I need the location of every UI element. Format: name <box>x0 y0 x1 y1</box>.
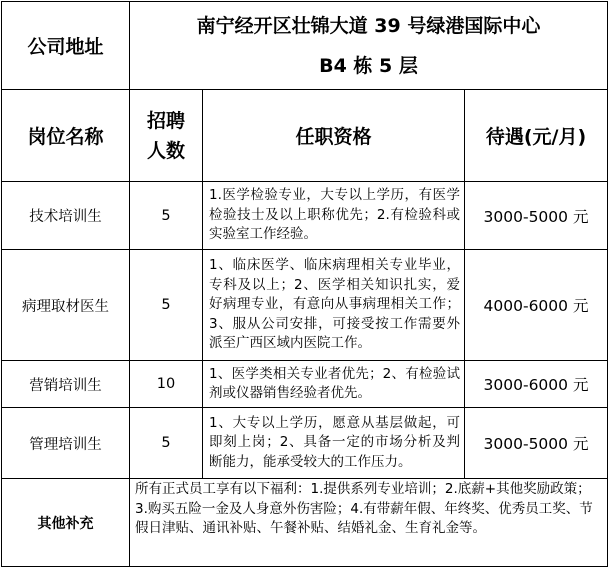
table-row <box>2 250 608 361</box>
salary-value: 3000-6000 元 <box>465 361 608 408</box>
salary-value: 3000-5000 元 <box>465 408 608 479</box>
requirements-text: 1、临床医学、临床病理相关专业毕业，专科及以上；2、医学相关知识扎实，爱好病理专业，有意向从事病理相关工作；3、服从公司安排，可接受按工作需要外派至广西区域内医院工作。 <box>203 250 465 361</box>
extra-text: 所有正式员工享有以下福利：1.提供系列专业培训；2.底薪+其他奖励政策；3.购买五险一金及人身意外伤害险；4.有带薪年假、年终奖、优秀员工奖、节假日津贴、通讯补贴、午餐补贴、结婚礼金、生育礼金等。 <box>130 479 608 567</box>
requirements-text: 1、大专以上学历，愿意从基层做起，可即刻上岗；2、具备一定的市场分析及判断能力，能承受较大的工作压力。 <box>203 408 465 479</box>
header-headcount <box>130 90 203 182</box>
extra-label: 其他补充 <box>2 479 130 567</box>
salary-value: 4000-6000 元 <box>465 250 608 361</box>
header-headcount-line-2: 人数 <box>146 139 185 162</box>
recruitment-table <box>1 1 608 567</box>
header-position: 岗位名称 <box>2 90 130 182</box>
salary-value: 3000-5000 元 <box>465 182 608 250</box>
extra-row <box>2 479 608 567</box>
address-label: 公司地址 <box>2 2 130 90</box>
headcount-value: 5 <box>130 408 203 479</box>
address-row <box>2 2 608 90</box>
headcount-value: 5 <box>130 250 203 361</box>
address-line-1: 南宁经开区壮锦大道 39 号绿港国际中心 <box>196 14 541 37</box>
header-requirements: 任职资格 <box>203 90 465 182</box>
header-salary: 待遇(元/月) <box>465 90 608 182</box>
requirements-text: 1、医学类相关专业者优先；2、有检验试剂或仪器销售经验者优先。 <box>203 361 465 408</box>
address-line-2: B4 栋 5 层 <box>319 54 418 77</box>
position-name: 病理取材医生 <box>2 250 130 361</box>
position-name: 管理培训生 <box>2 408 130 479</box>
address-value <box>130 2 608 90</box>
header-headcount-line-1: 招聘 <box>146 109 185 132</box>
headcount-value: 5 <box>130 182 203 250</box>
table-row <box>2 182 608 250</box>
requirements-text: 1.医学检验专业，大专以上学历，有医学检验技士及以上职称优先；2.有检验科或实验室工作经验。 <box>203 182 465 250</box>
headcount-value: 10 <box>130 361 203 408</box>
table-row <box>2 361 608 408</box>
position-name: 营销培训生 <box>2 361 130 408</box>
table-row <box>2 408 608 479</box>
position-name: 技术培训生 <box>2 182 130 250</box>
header-row <box>2 90 608 182</box>
